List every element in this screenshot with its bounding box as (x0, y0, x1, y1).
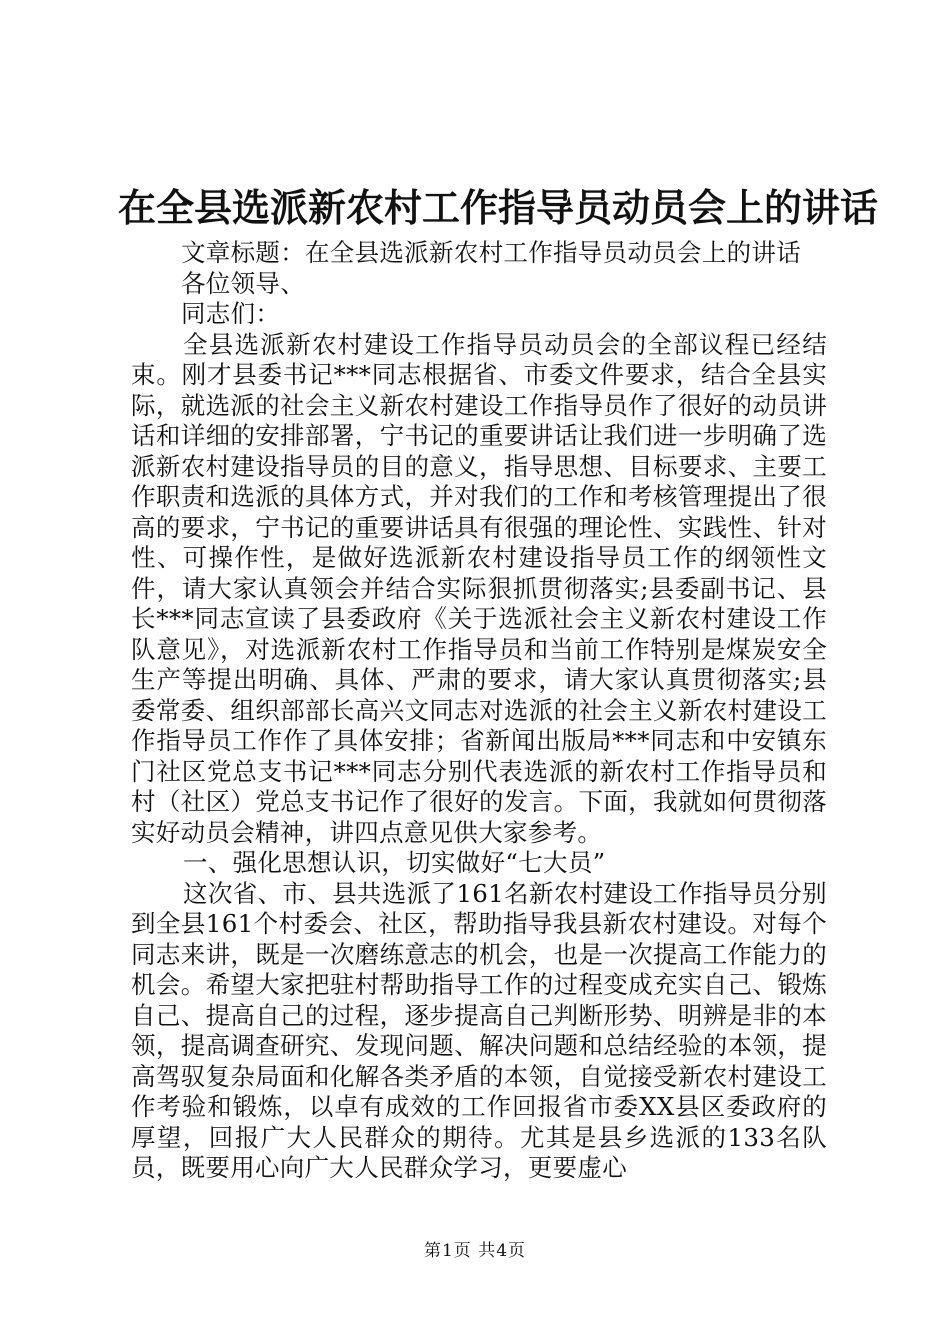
body-paragraph: 全县选派新农村建设工作指导员动员会的全部议程已经结束。刚才县委书记***同志根据省、市委文件要求，结合全县实际，就选派的社会主义新农村建设工作指导员作了很好的动员讲话和详细的安排部署，宁书记的重要讲话让我们进一步明确了选派新农村建设指导员的目的意义，指导思想、目标要求、主要工作职责和选派的具体方式，并对我们的工作和考核管理提出了很高的要求，宁书记的重要讲话具有很强的理论性、实践性、针对性、可操作性，是做好选派新农村建设指导员工作的纲领性文件，请大家认真领会并结合实际狠抓贯彻落实;县委副书记、县长***同志宣读了县委政府《关于选派社会主义新农村建设工作队意见》，对选派新农村工作指导员和当前工作特别是煤炭安全生产等提出明确、具体、严肃的要求，请大家认真贯彻落实;县委常委、组织部部长高兴文同志对选派的社会主义新农村建设工作指导员工作作了具体安排；省新闻出版局***同志和中安镇东门社区党总支书记***同志分别代表选派的新农村工作指导员和村（社区）党总支书记作了很好的发言。下面，我就如何贯彻落实好动员会精神，讲四点意见供大家参考。 (131, 329, 827, 847)
salutation-leaders: 各位领导、 (181, 268, 305, 298)
document-body (131, 238, 827, 1184)
body-paragraph: 这次省、市、县共选派了161名新农村建设工作指导员分别到全县161个村委会、社区，帮助指导我县新农村建设。对每个同志来讲，既是一次磨练意志的机会，也是一次提高工作能力的机会。希望大家把驻村帮助指导工作的过程变成充实自己、锻炼自己、提高自己的过程，逐步提高自己判断形势、明辨是非的本领，提高调查研究、发现问题、解决问题和总结经验的本领，提高驾驭复杂局面和化解各类矛盾的本领，自觉接受新农村建设工作考验和锻炼，以卓有成效的工作回报省市委XX县区委政府的厚望，回报广大人民群众的期待。尤其是县乡选派的133名队员，既要用心向广大人民群众学习，更要虚心 (131, 878, 827, 1182)
salutation-comrades: 同志们： (181, 299, 281, 328)
document-title: 在全县选派新农村工作指导员动员会上的讲话 (118, 185, 879, 230)
page-footer: 第1页 共4页 (423, 1241, 527, 1261)
article-title-line: 文章标题：在全县选派新农村工作指导员动员会上的讲话 (181, 238, 801, 267)
section-heading: 一、强化思想认识，切实做好“七大员” (183, 848, 606, 877)
